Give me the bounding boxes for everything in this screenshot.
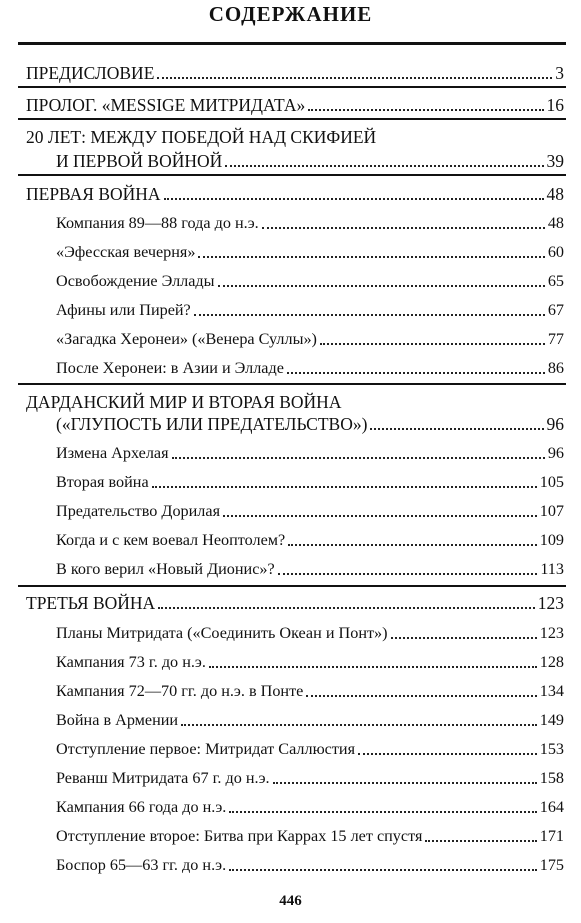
dot-leader	[308, 109, 543, 111]
dot-leader	[358, 753, 537, 755]
dot-leader	[157, 77, 552, 79]
toc-entry-page: 3	[555, 63, 564, 83]
dot-leader	[164, 198, 544, 200]
toc-entry-title: ПРОЛОГ. «MESSIGE МИТРИДАТА»	[26, 95, 306, 115]
toc-entry-title: («ГЛУПОСТЬ ИЛИ ПРЕДАТЕЛЬСТВО»)	[56, 414, 368, 434]
dot-leader	[223, 515, 537, 517]
toc-entry-title: «Эфесская вечерня»	[56, 243, 196, 261]
toc-entry-title: Кампания 66 года до н.э.	[56, 798, 227, 816]
toc-entry-title: Война в Армении	[56, 711, 179, 729]
toc-entry-page: 65	[547, 272, 564, 290]
toc-entry-page: 158	[539, 769, 564, 787]
toc-entry[interactable]	[56, 854, 564, 876]
toc-entry-title: Освобождение Эллады	[56, 272, 215, 290]
toc-entry-title: Боспор 65—63 гг. до н.э.	[56, 856, 227, 874]
toc-entry[interactable]	[56, 299, 564, 321]
toc-entry-page: 107	[539, 502, 564, 520]
dot-leader	[209, 666, 537, 668]
toc-entry[interactable]	[56, 270, 564, 292]
toc-entry-page: 86	[547, 359, 564, 377]
toc-entry-page: 48	[547, 214, 564, 232]
toc-entry[interactable]	[56, 622, 564, 644]
toc-entry-title-line1: ДАРДАНСКИЙ МИР И ВТОРАЯ ВОЙНА	[26, 392, 342, 412]
toc-entry-title: Планы Митридата («Соединить Океан и Понт»)	[56, 624, 388, 642]
section-rule	[18, 174, 566, 176]
toc-entry-page: 164	[539, 798, 564, 816]
toc-entry-title: Реванш Митридата 67 г. до н.э.	[56, 769, 270, 787]
toc-entry[interactable]	[56, 150, 564, 172]
toc-entry-title: Измена Архелая	[56, 444, 169, 462]
toc-entry-page: 128	[539, 653, 564, 671]
toc-entry-page: 96	[547, 444, 564, 462]
toc-entry-title: В кого верил «Новый Дионис»?	[56, 560, 275, 578]
dot-leader	[225, 165, 543, 167]
toc-entry-page: 171	[539, 827, 564, 845]
toc-entry[interactable]	[56, 529, 564, 551]
dot-leader	[152, 486, 537, 488]
toc-entry[interactable]	[56, 241, 564, 263]
toc-entry-page: 134	[539, 682, 564, 700]
toc-entry-title-line1: 20 ЛЕТ: МЕЖДУ ПОБЕДОЙ НАД СКИФИЕЙ	[26, 127, 377, 147]
toc-entry[interactable]	[26, 62, 564, 84]
toc-entry[interactable]	[56, 357, 564, 379]
title-rule	[18, 42, 566, 45]
toc-entry-page: 153	[539, 740, 564, 758]
toc-entry[interactable]	[26, 183, 564, 205]
toc-entry-page: 109	[539, 531, 564, 549]
toc-entry-page: 123	[539, 624, 564, 642]
toc-entry-page: 175	[539, 856, 564, 874]
toc-entry-page: 67	[547, 301, 564, 319]
toc-entry-title: ТРЕТЬЯ ВОЙНА	[26, 593, 156, 613]
toc-entry[interactable]	[26, 94, 564, 116]
page-title: СОДЕРЖАНИЕ	[208, 2, 373, 26]
dot-leader	[320, 343, 545, 345]
toc-entry-title: И ПЕРВОЙ ВОЙНОЙ	[56, 151, 223, 171]
toc-entry-page: 123	[537, 593, 564, 613]
toc-entry-page: 77	[547, 330, 564, 348]
toc-entry[interactable]	[56, 212, 564, 234]
toc-entry[interactable]	[56, 651, 564, 673]
toc-entry-title: Отступление первое: Митридат Саллюстия	[56, 740, 356, 758]
toc-entry-page: 48	[546, 184, 564, 204]
toc-entry-title: Афины или Пирей?	[56, 301, 191, 319]
toc-entry-title: Когда и с кем воевал Неоптолем?	[56, 531, 286, 549]
dot-leader	[278, 573, 538, 575]
dot-leader	[218, 285, 545, 287]
toc-entry-title: Вторая война	[56, 473, 149, 491]
section-rule	[18, 383, 566, 385]
dot-leader	[306, 695, 536, 697]
toc-entry[interactable]	[56, 825, 564, 847]
dot-leader	[181, 724, 537, 726]
dot-leader	[273, 782, 537, 784]
section-rule	[18, 118, 566, 120]
toc-entry[interactable]	[56, 738, 564, 760]
toc-entry[interactable]	[56, 471, 564, 493]
dot-leader	[262, 227, 545, 229]
toc-entry-page: 96	[546, 414, 564, 434]
toc-entry[interactable]	[56, 413, 564, 435]
toc-entry-page: 105	[539, 473, 564, 491]
toc-entry[interactable]	[56, 680, 564, 702]
toc-entry-title: Предательство Дорилая	[56, 502, 221, 520]
dot-leader	[229, 869, 537, 871]
section-rule	[18, 585, 566, 587]
dot-leader	[287, 372, 545, 374]
toc-entry-page: 60	[547, 243, 564, 261]
section-rule	[18, 86, 566, 88]
toc-entry-title: Кампания 72—70 гг. до н.э. в Понте	[56, 682, 304, 700]
dot-leader	[158, 607, 535, 609]
toc-entry-title: После Херонеи: в Азии и Элладе	[56, 359, 284, 377]
toc-entry[interactable]	[56, 796, 564, 818]
page-number: 446	[279, 893, 302, 909]
dot-leader	[370, 428, 543, 430]
toc-entry[interactable]	[56, 558, 564, 580]
toc-entry-page: 113	[540, 560, 564, 578]
toc-entry-page: 16	[546, 95, 564, 115]
toc-entry[interactable]	[56, 328, 564, 350]
toc-entry-title: «Загадка Херонеи» («Венера Суллы»)	[56, 330, 317, 348]
toc-entry[interactable]	[56, 442, 564, 464]
toc-entry-title: ПЕРВАЯ ВОЙНА	[26, 184, 161, 204]
dot-leader	[198, 256, 544, 258]
toc-entry[interactable]	[56, 500, 564, 522]
toc-entry[interactable]	[56, 767, 564, 789]
toc-entry-title: Компания 89—88 года до н.э.	[56, 214, 259, 232]
toc-entry[interactable]	[56, 709, 564, 731]
dot-leader	[391, 637, 537, 639]
toc-entry-title: ПРЕДИСЛОВИЕ	[26, 63, 155, 83]
dot-leader	[288, 544, 537, 546]
dot-leader	[425, 840, 536, 842]
dot-leader	[172, 457, 545, 459]
dot-leader	[229, 811, 536, 813]
toc-entry-page: 39	[546, 151, 564, 171]
toc-entry-title: Кампания 73 г. до н.э.	[56, 653, 206, 671]
toc-entry-page: 149	[539, 711, 564, 729]
toc-entry[interactable]	[26, 592, 564, 614]
toc-entry-title: Отступление второе: Битва при Каррах 15 лет спустя	[56, 827, 423, 845]
dot-leader	[194, 314, 545, 316]
